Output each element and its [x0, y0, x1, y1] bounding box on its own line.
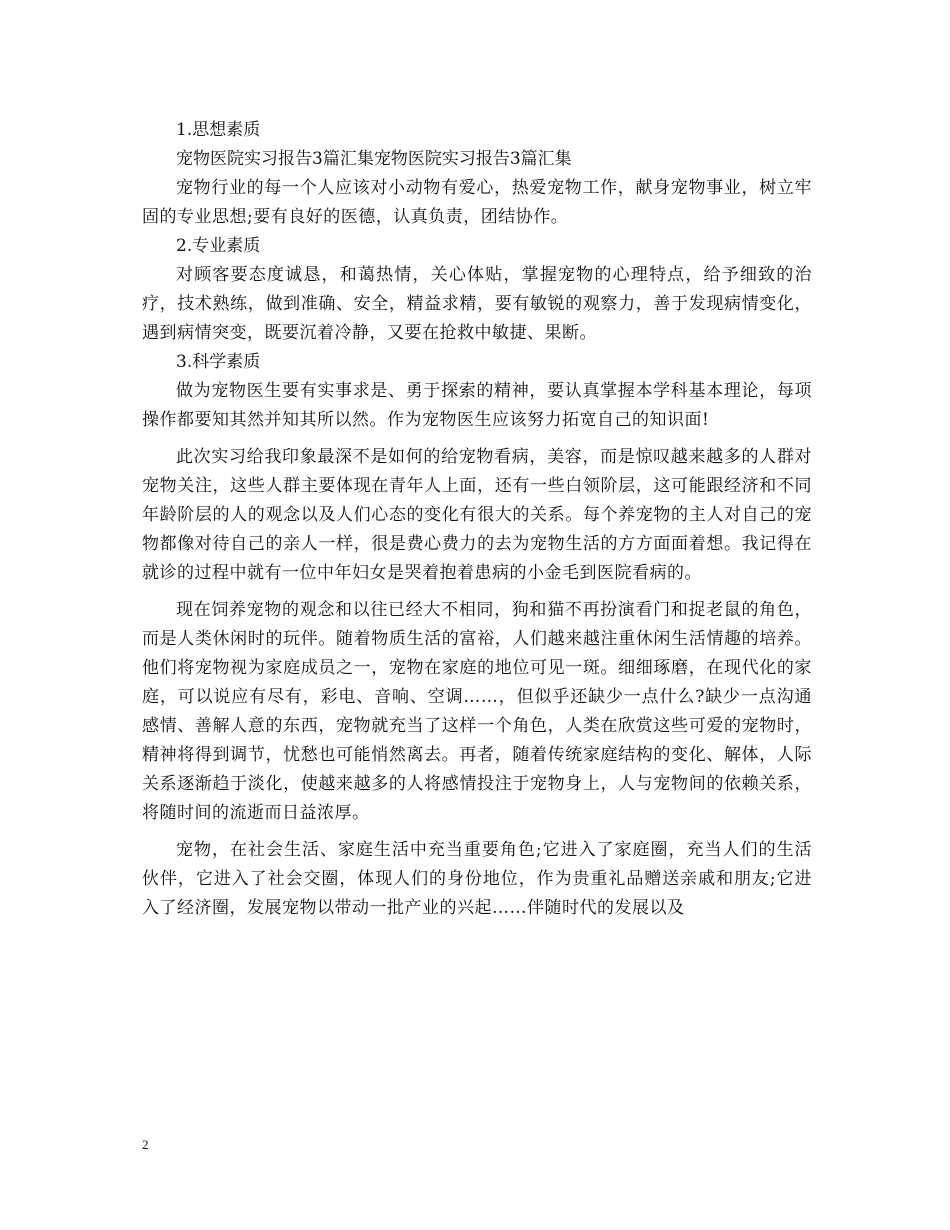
section-heading-science: 3.科学素质: [176, 352, 261, 372]
paragraph-professional: 对顾客要态度诚恳，和蔼热情，关心体贴，掌握宠物的心理特点，给予细致的治疗，技术熟练，做到准确、安全，精益求精，要有敏锐的观察力，善于发现病情变化，遇到病情突变，既要沉着冷静，又要在抢救中敏捷、果断。: [142, 265, 812, 343]
section-heading-professional: 2.专业素质: [176, 236, 261, 256]
section-heading-ideology: 1.思想素质: [176, 120, 261, 140]
document-body: [142, 116, 812, 923]
document-title-line: 宠物医院实习报告3篇汇集宠物医院实习报告3篇汇集: [176, 149, 572, 169]
paragraph-modern-pets: 现在饲养宠物的观念和以往已经大不相同，狗和猫不再扮演看门和捉老鼠的角色，而是人类休闲时的玩伴。随着物质生活的富裕，人们越来越注重休闲生活情趣的培养。他们将宠物视为家庭成员之一，宠物在家庭的地位可见一斑。细细琢磨，在现代化的家庭，可以说应有尽有，彩电、音响、空调……，但似乎还缺少一点什么?缺少一点沟通感情、善解人意的东西，宠物就充当了这样一个角色，人类在欣赏这些可爱的宠物时，精神将得到调节，忧愁也可能悄然离去。再者，随着传统家庭结构的变化、解体，人际关系逐渐趋于淡化，使越来越多的人将感情投注于宠物身上，人与宠物间的依赖关系，将随时间的流逝而日益浓厚。: [142, 600, 812, 823]
page-number: 2: [142, 1137, 149, 1152]
paragraph-science: 做为宠物医生要有实事求是、勇于探索的精神，要认真掌握本学科基本理论，每项操作都要知其然并知其所以然。作为宠物医生应该努力拓宽自己的知识面!: [142, 381, 812, 430]
paragraph-social-role: 宠物，在社会生活、家庭生活中充当重要角色;它进入了家庭圈，充当人们的生活伙伴，它进入了社会交圈，体现人们的身份地位，作为贵重礼品赠送亲戚和朋友;它进入了经济圈，发展宠物以带动一批产业的兴起……伴随时代的发展以及: [142, 840, 812, 918]
paragraph-ideology: 宠物行业的每一个人应该对小动物有爱心，热爱宠物工作，献身宠物事业，树立牢固的专业思想;要有良好的医德，认真负责，团结协作。: [142, 178, 812, 227]
paragraph-impression: 此次实习给我印象最深不是如何的给宠物看病，美容，而是惊叹越来越多的人群对宠物关注，这些人群主要体现在青年人上面，还有一些白领阶层，这可能跟经济和不同年龄阶层的人的观念以及人们心态的变化有很大的关系。每个养宠物的主人对自己的宠物都像对待自己的亲人一样，很是费心费力的去为宠物生活的方方面面着想。我记得在就诊的过程中就有一位中年妇女是哭着抱着患病的小金毛到医院看病的。: [142, 447, 812, 583]
